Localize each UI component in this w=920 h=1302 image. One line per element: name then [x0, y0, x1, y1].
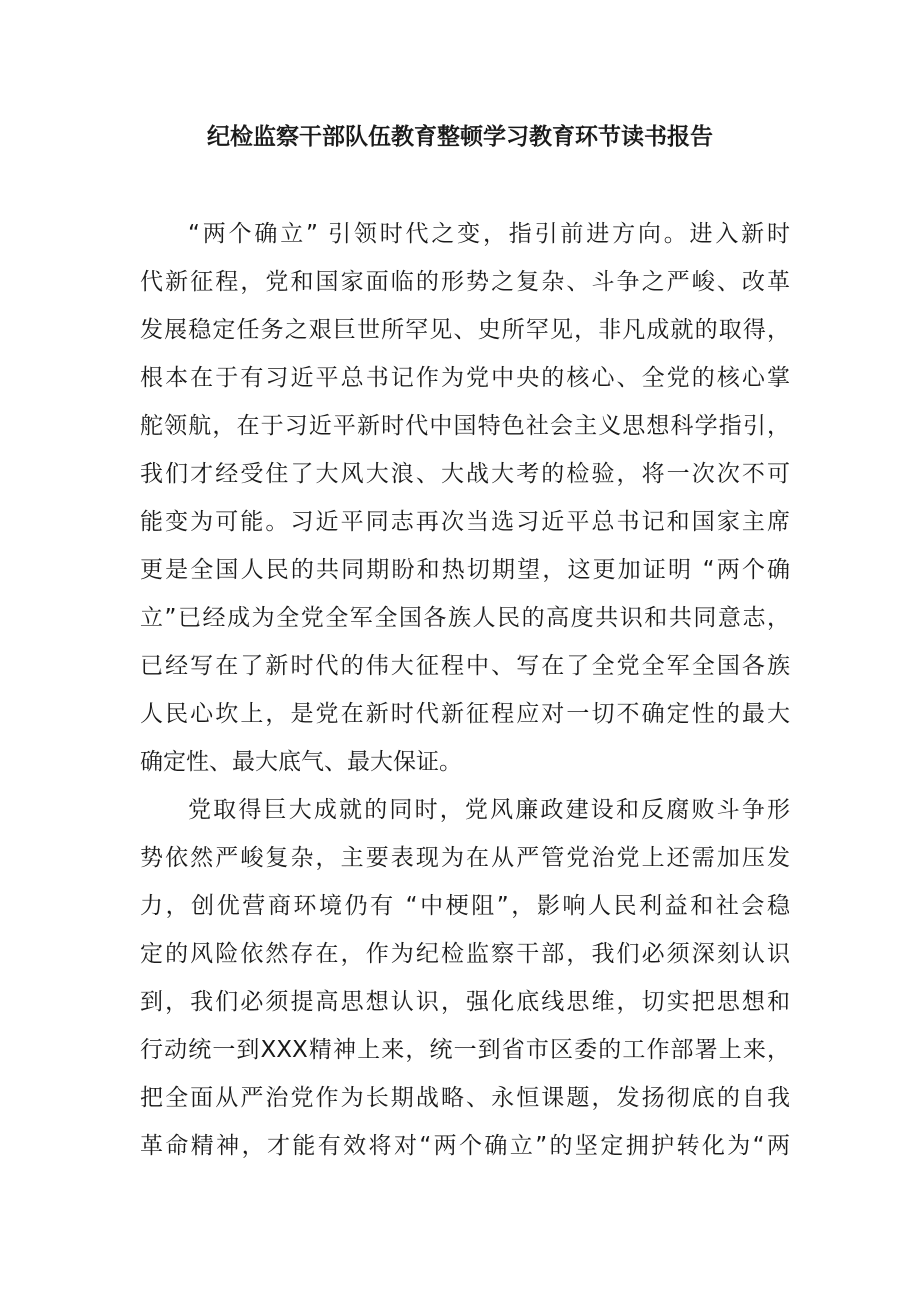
document-title: 纪检监察干部队伍教育整顿学习教育环节读书报告 [207, 124, 713, 150]
paragraph-1-line-1: “两个确立” 引领时代之变，指引前进方向。进入新时 [188, 221, 790, 247]
paragraph-2-line-8: 革命精神，才能有效将对“两个确立”的坚定拥护转化为“两 [140, 1133, 790, 1159]
paragraph-1-line-10: 已经写在了新时代的伟大征程中、写在了全党全军全国各族 [140, 653, 790, 679]
paragraph-2-line-7: 把全面从严治党作为长期战略、永恒课题，发扬彻底的自我 [140, 1085, 790, 1111]
paragraph-1-line-8: 更是全国人民的共同期盼和热切期望，这更加证明 “两个确 [140, 557, 790, 583]
paragraph-1-line-11: 人民心坎上，是党在新时代新征程应对一切不确定性的最大 [140, 701, 790, 727]
paragraph-2-line-1: 党取得巨大成就的同时，党风廉政建设和反腐败斗争形 [188, 797, 790, 823]
paragraph-1-line-2: 代新征程，党和国家面临的形势之复杂、斗争之严峻、改革 [140, 269, 790, 295]
paragraph-1-line-9: 立”已经成为全党全军全国各族人民的高度共识和共同意志， [140, 605, 790, 631]
paragraph-1-line-4: 根本在于有习近平总书记作为党中央的核心、全党的核心掌 [140, 365, 790, 391]
paragraph-1-line-3: 发展稳定任务之艰巨世所罕见、史所罕见，非凡成就的取得， [140, 317, 790, 343]
paragraph-1-line-5: 舵领航，在于习近平新时代中国特色社会主义思想科学指引， [140, 413, 790, 439]
paragraph-2-line-2: 势依然严峻复杂，主要表现为在从严管党治党上还需加压发 [140, 845, 790, 871]
paragraph-1-line-7: 能变为可能。习近平同志再次当选习近平总书记和国家主席 [140, 509, 790, 535]
paragraph-1-line-12: 确定性、最大底气、最大保证。 [140, 749, 462, 775]
paragraph-2-line-6: 行动统一到XXX精神上来，统一到省市区委的工作部署上来， [140, 1037, 790, 1063]
paragraph-1-line-6: 我们才经受住了大风大浪、大战大考的检验，将一次次不可 [140, 461, 790, 487]
paragraph-2-line-4: 定的风险依然存在，作为纪检监察干部，我们必须深刻认识 [140, 941, 790, 967]
paragraph-2-line-3: 力，创优营商环境仍有 “中梗阻”，影响人民利益和社会稳 [140, 893, 790, 919]
paragraph-2-line-5: 到，我们必须提高思想认识，强化底线思维，切实把思想和 [140, 989, 790, 1015]
